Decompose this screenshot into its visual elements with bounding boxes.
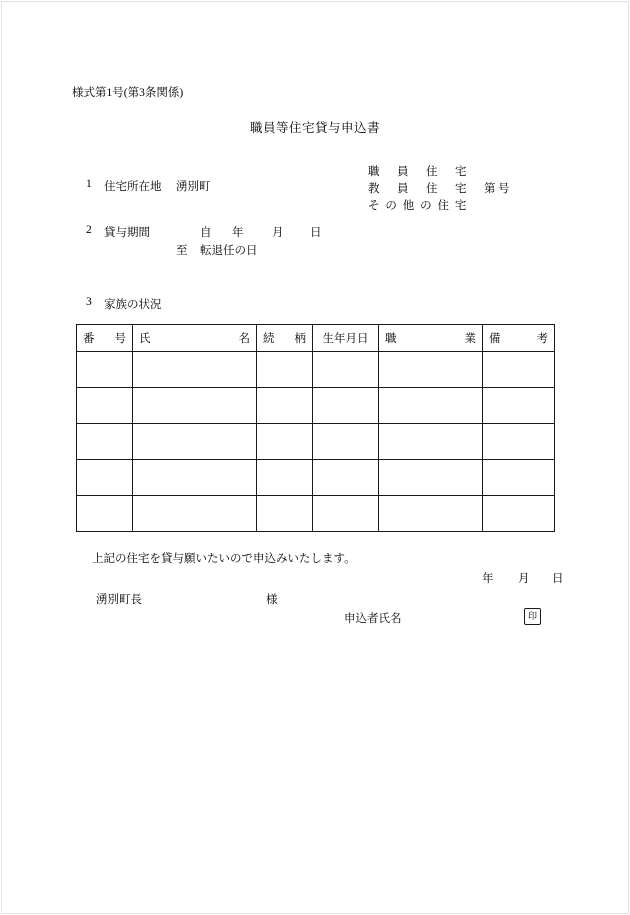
column-header-number-right: 号 <box>114 333 126 345</box>
column-header-number <box>77 325 133 352</box>
section1-value: 湧別町 <box>176 181 211 193</box>
column-header-remarks <box>483 325 555 352</box>
housing-kind-other: そ の 他 の 住 宅 <box>368 200 468 212</box>
section2-to-label: 至 <box>176 245 188 257</box>
section2-number: 2 <box>86 224 92 236</box>
cell-relation[interactable] <box>257 496 313 532</box>
section2-label: 貸与期間 <box>104 227 150 239</box>
section2-from-label: 自 <box>200 227 212 239</box>
column-header-occupation-right: 業 <box>464 333 476 345</box>
table-row <box>77 352 555 388</box>
section2-day-label: 日 <box>310 227 322 239</box>
cell-birthdate[interactable] <box>313 424 379 460</box>
cell-remarks[interactable] <box>483 460 555 496</box>
section3-number: 3 <box>86 296 92 308</box>
section2-month-label: 月 <box>272 227 284 239</box>
seal-icon: 印 <box>524 608 541 625</box>
cell-birthdate[interactable] <box>313 352 379 388</box>
column-header-name-right: 名 <box>238 333 250 345</box>
table-row <box>77 424 555 460</box>
cell-number[interactable] <box>77 496 133 532</box>
cell-occupation[interactable] <box>379 460 483 496</box>
closing-day-label: 日 <box>552 573 564 585</box>
column-header-relation <box>257 325 313 352</box>
cell-occupation[interactable] <box>379 352 483 388</box>
housing-kind-number-suffix: 号 <box>498 183 513 195</box>
column-header-name-left: 氏 <box>139 333 151 345</box>
column-header-remarks-left: 備 <box>489 333 501 345</box>
section1-number: 1 <box>86 178 92 190</box>
column-header-name <box>133 325 257 352</box>
table-header-row <box>77 325 555 352</box>
addressee-honorific: 様 <box>266 594 278 606</box>
cell-name[interactable] <box>133 460 257 496</box>
housing-kind-teacher: 教 員 住 宅 第 <box>368 183 499 195</box>
page-title: 職員等住宅貸与申込書 <box>249 121 380 135</box>
column-header-birthdate <box>313 325 379 352</box>
column-header-relation-left: 続 <box>263 333 275 345</box>
cell-remarks[interactable] <box>483 352 555 388</box>
cell-birthdate[interactable] <box>313 388 379 424</box>
cell-name[interactable] <box>133 424 257 460</box>
cell-relation[interactable] <box>257 352 313 388</box>
cell-birthdate[interactable] <box>313 496 379 532</box>
column-header-occupation <box>379 325 483 352</box>
cell-remarks[interactable] <box>483 496 555 532</box>
cell-number[interactable] <box>77 424 133 460</box>
housing-kind-staff: 職 員 住 宅 <box>368 166 470 178</box>
form-number: 様式第1号(第3条関係) <box>72 87 184 99</box>
closing-statement: 上記の住宅を貸与願いたいので申込みいたします。 <box>92 553 356 565</box>
column-header-occupation-left: 職 <box>385 333 397 345</box>
applicant-name-label: 申込者氏名 <box>344 613 402 625</box>
cell-number[interactable] <box>77 352 133 388</box>
cell-remarks[interactable] <box>483 388 555 424</box>
column-header-birthdate-label: 生年月日 <box>322 333 369 345</box>
cell-relation[interactable] <box>257 460 313 496</box>
cell-number[interactable] <box>77 460 133 496</box>
cell-name[interactable] <box>133 388 257 424</box>
cell-name[interactable] <box>133 352 257 388</box>
closing-month-label: 月 <box>518 573 530 585</box>
cell-relation[interactable] <box>257 388 313 424</box>
section3-label: 家族の状況 <box>104 299 162 311</box>
section1-label: 住宅所在地 <box>104 181 162 193</box>
addressee: 湧別町長 <box>96 594 142 606</box>
table-row <box>77 388 555 424</box>
cell-occupation[interactable] <box>379 388 483 424</box>
cell-occupation[interactable] <box>379 424 483 460</box>
table-row <box>77 496 555 532</box>
closing-year-label: 年 <box>482 573 494 585</box>
column-header-number-left: 番 <box>83 333 95 345</box>
family-table <box>76 324 555 532</box>
housing-kind-teacher-row <box>368 181 513 198</box>
column-header-remarks-right: 考 <box>536 333 548 345</box>
cell-occupation[interactable] <box>379 496 483 532</box>
table-row <box>77 460 555 496</box>
cell-birthdate[interactable] <box>313 460 379 496</box>
cell-remarks[interactable] <box>483 424 555 460</box>
cell-number[interactable] <box>77 388 133 424</box>
housing-kind-list <box>368 164 513 215</box>
cell-name[interactable] <box>133 496 257 532</box>
cell-relation[interactable] <box>257 424 313 460</box>
column-header-relation-right: 柄 <box>294 333 306 345</box>
section2-to-value: 転退任の日 <box>200 245 258 257</box>
section2-year-label: 年 <box>232 227 244 239</box>
